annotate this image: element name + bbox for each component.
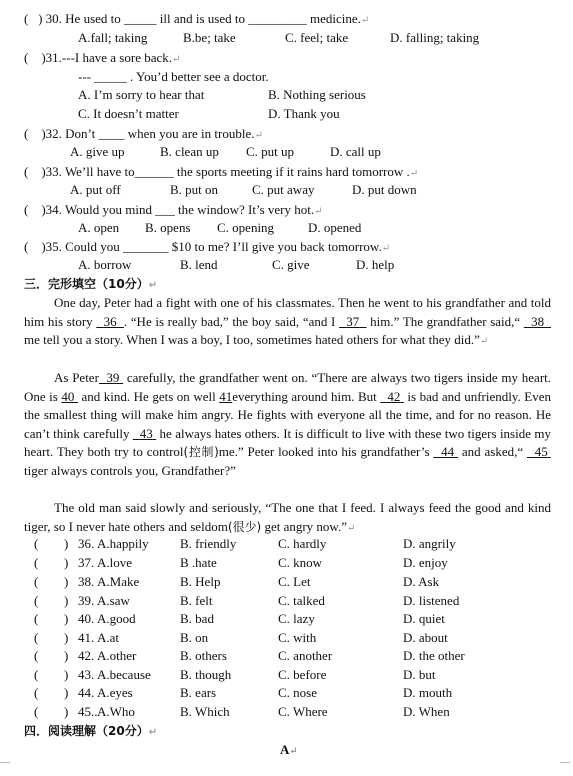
passage-paragraph-2: As Peter 39 carefully, the grandfather went on. “There are always two tigers inside my heart. One is 40 and kind. He gets on well 41everything around him. But 42 is bad and unfriendly. Even the smallest thing will make him angry. He fights with everyone all the time, and for no reason. He can’t think carefully 43 he always hates others. It is difficult to live with these two tigers inside my heart. They both try to control(控制)me.” Peter looked into his grandfather’s 44 and asked,“ 45 tiger always controls you, Grandfather?” [24, 370, 552, 478]
passage-paragraph-1: One day, Peter had a fight with one of his classmates. Then he went to his grandfather and told him his story 36 . “He is really bad,” the boy said, “and I 37 him.” The grandfather said,“ 38 me tell you a story. When I was a boy, I too, sometimes hated others for what they did.”↵ [24, 295, 551, 348]
blank-44: 44 [441, 444, 455, 460]
question-35-option-d: D. help [356, 257, 395, 272]
question-34-stem: ( )34. Would you mind ___ the window? It’s very hot.↵ [24, 202, 323, 217]
question-31-stem: ( )31.---I have a sore back.↵ [24, 50, 181, 65]
question-33-option-b: B. put on [170, 182, 219, 197]
question-34-option-c: C. opening [217, 220, 275, 235]
section-3-title: 三．完形填空（10分）↵ [24, 277, 158, 291]
passage-a-label: A↵ [280, 742, 298, 757]
question-32-option-d: D. call up [330, 144, 381, 159]
blank-43: 43 [139, 425, 153, 441]
blank-38: 38 [531, 313, 545, 329]
question-34-option-a: A. open [78, 220, 120, 235]
blank-45: 45 [534, 444, 548, 460]
question-31-stem-2: --- _____ . You’d better see a doctor. [78, 69, 269, 84]
blank-39: 39 [106, 370, 120, 385]
question-35-stem: ( )35. Could you _______ $10 to me? I’ll give you back tomorrow.↵ [24, 239, 391, 254]
question-31-option-d: D. Thank you [268, 106, 340, 121]
question-30-option-d: D. falling; taking [390, 30, 480, 45]
blank-42: 42 [387, 388, 401, 404]
question-35-option-a: A. borrow [78, 257, 132, 272]
question-34-option-b: B. opens [145, 220, 191, 235]
question-33-stem: ( )33. We’ll have to______ the sports meeting if it rains hard tomorrow .↵ [24, 164, 419, 179]
crop-mark-bottom-right [560, 762, 570, 773]
blank-36: 36 [103, 313, 117, 329]
question-32-stem: ( )32. Don’t ____ when you are in trouble.↵ [24, 126, 263, 141]
blank-37: 37 [346, 313, 360, 329]
blank-41: 41 [219, 388, 233, 404]
blank-40: 40 [61, 388, 75, 404]
section-4-title: 四．阅读理解（20分）↵ [24, 724, 158, 738]
question-31-option-b: B. Nothing serious [268, 87, 366, 102]
passage-paragraph-3: The old man said slowly and seriously, “The one that I feed. I always feed the good and kind tiger, so I never hate others and seldom(很少) get angry now.”↵ [24, 500, 551, 534]
question-31-option-c: C. It doesn’t matter [78, 106, 179, 121]
question-35-option-b: B. lend [180, 257, 218, 272]
question-30-option-c: C. feel; take [285, 30, 349, 45]
question-31-option-a: A. I’m sorry to hear that [78, 87, 205, 102]
question-35-option-c: C. give [272, 257, 310, 272]
crop-mark-bottom-left [0, 762, 10, 773]
question-33-option-c: C. put away [252, 182, 315, 197]
question-33-option-a: A. put off [70, 182, 121, 197]
question-32-option-a: A. give up [70, 144, 125, 159]
question-32-option-b: B. clean up [160, 144, 219, 159]
question-34-option-d: D. opened [308, 220, 362, 235]
question-30-option-b: B.be; take [183, 30, 236, 45]
document-page: ( ) 30. He used to _____ ill and is used to _________ medicine.↵ A.fall; taking B.be; take C. feel; take D. falling; taking ( )31.---I have a sore back.↵ --- _____ . You’d better see a doctor. A. I’m sorry to hear that B. Nothing serious C. It doesn’t matter D. Thank you ( )32. Don’t ____ when you are in trouble.↵ A. give up B. clean up C. put up D. call up ( )33. We’ll have to______ the sports meeting if it rains hard tomorrow .↵ A. put off B. put on C. put away D. put down ( )34. Would you mind ___ the window? It’s very hot.↵ A. open B. opens C. opening D. opened ( )35. Could you _______ $10 to me? I’ll give you back tomorrow.↵ A. borrow B. lend C. give D. help 三．完形填空（10分）↵ One day, Peter had a fight with one of his classmates. Then he went to his grandfather and told him his story 36 . “He is really bad,” the boy said, “and I 37 him.” The grandfather said,“ 38 me tell you a story. When I was a boy, I too, sometimes hated others for what they did.”↵ As Peter 39 carefully, the grandfather went on. “There are always two tigers inside my heart. One is 40 and kind. He gets on well 41everything around him. But 42 is bad and unfriendly. Even the smallest thing will make him angry. He fights with everyone all the time, and for no reason. He can’t think carefully 43 he always hates others. It is difficult to live with these two tigers inside my heart. They both try to control(控制)me.” Peter looked into his grandfather’s 44 and asked,“ 45 tiger always controls you, Grandfather?” The old man said slowly and seriously, “The one that I feed. I always feed the good and kind tiger, so I never hate others and seldom(很少) get angry now.”↵ ( ) 36. A.happily B. friendly C. hardly D. angrily ( ) 37. A.love B .hate C. know D. enjoy ( ) 38. A.Make B. Help C. Let D. Ask ( ) 39. A.saw B. felt C. talked D. listened ( ) 40. A.good B. bad C. lazy D. quiet ( ) 41. A.at B. on C. with D. about ( ) 42. A.other B. others C. another D. the other ( ) 43. A.because B. though C. before D. but ( ) 44. A.eyes B. ears C. nose D. mouth ( ) 45.. A.Who B. Which C. Where D. When 四．阅读理解（20分）↵ A↵ [0, 0, 573, 776]
question-32-option-c: C. put up [246, 144, 295, 159]
question-30-option-a: A.fall; taking [78, 30, 148, 45]
question-30-stem: ( ) 30. He used to _____ ill and is used to _________ medicine.↵ [24, 11, 370, 26]
question-33-option-d: D. put down [352, 182, 417, 197]
